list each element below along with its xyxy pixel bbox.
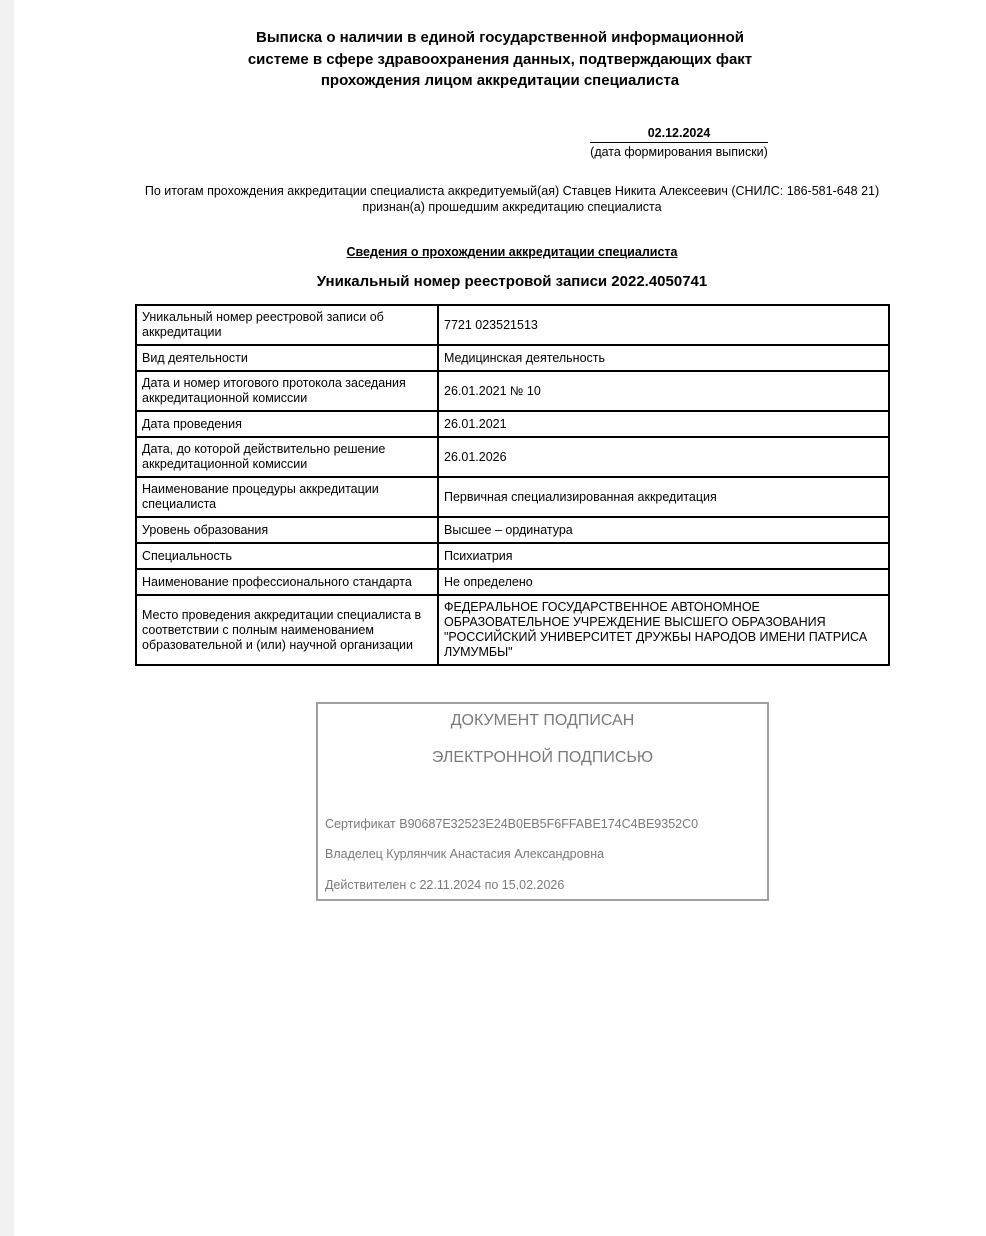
table-row — [136, 411, 889, 437]
row-label: Дата проведения — [136, 411, 438, 437]
table-row — [136, 437, 889, 477]
row-value: 26.01.2021 № 10 — [438, 371, 889, 411]
row-label: Уникальный номер реестровой записи об аккредитации — [136, 305, 438, 345]
row-value: Психиатрия — [438, 543, 889, 569]
table-row — [136, 305, 889, 345]
electronic-signature-stamp — [316, 702, 769, 901]
document-title — [14, 27, 986, 92]
row-label: Дата, до которой действительно решение аккредитационной комиссии — [136, 437, 438, 477]
result-line: признан(а) прошедшим аккредитацию специалиста — [362, 200, 662, 214]
row-value: 26.01.2026 — [438, 437, 889, 477]
result-line: По итогам прохождения аккредитации специалиста аккредитуемый(ая) Ставцев Никита Алексеевич (СНИЛС: 186-581-648 21) — [144, 184, 880, 198]
stamp-validity: Действителен с 22.11.2024 по 15.02.2026 — [325, 878, 565, 892]
table-row — [136, 517, 889, 543]
issue-date: 02.12.2024 — [590, 126, 768, 143]
accreditation-info-table — [135, 304, 890, 666]
table-row — [136, 543, 889, 569]
document-page — [14, 0, 986, 1236]
stamp-owner: Владелец Курлянчик Анастасия Александровна — [325, 847, 605, 861]
row-value: 26.01.2021 — [438, 411, 889, 437]
row-value: Медицинская деятельность — [438, 345, 889, 371]
issue-date-caption: (дата формирования выписки) — [590, 145, 768, 159]
row-value: ФЕДЕРАЛЬНОЕ ГОСУДАРСТВЕННОЕ АВТОНОМНОЕ ОБРАЗОВАТЕЛЬНОЕ УЧРЕЖДЕНИЕ ВЫСШЕГО ОБРАЗОВАНИЯ "РОССИЙСКИЙ УНИВЕРСИТЕТ ДРУЖБЫ НАРОДОВ ИМЕНИ ПАТРИСА ЛУМУМБЫ" — [438, 595, 889, 665]
row-label: Место проведения аккредитации специалиста в соответствии с полным наименованием образовательной и (или) научной организации — [136, 595, 438, 665]
row-value: Первичная специализированная аккредитация — [438, 477, 889, 517]
stamp-title-line: ДОКУМЕНТ ПОДПИСАН — [450, 712, 635, 729]
table-row — [136, 345, 889, 371]
stamp-title-line: ЭЛЕКТРОННОЙ ПОДПИСЬЮ — [431, 749, 654, 766]
row-label: Дата и номер итогового протокола заседания аккредитационной комиссии — [136, 371, 438, 411]
viewer-left-margin — [0, 0, 14, 1236]
document-title-line: прохождения лицом аккредитации специалиста — [320, 72, 680, 89]
row-label: Наименование профессионального стандарта — [136, 569, 438, 595]
table-row — [136, 595, 889, 665]
accreditation-result-text — [14, 183, 986, 215]
issue-date-block — [590, 126, 768, 160]
document-title-line: Выписка о наличии в единой государственной информационной — [256, 29, 744, 46]
table-row — [136, 371, 889, 411]
table-row — [136, 477, 889, 517]
table-row — [136, 569, 889, 595]
row-label: Вид деятельности — [136, 345, 438, 371]
row-label: Специальность — [136, 543, 438, 569]
stamp-certificate: Сертификат B90687E32523E24B0EB5F6FFABE174C4BE9352C0 — [325, 817, 699, 831]
registry-number: Уникальный номер реестровой записи 2022.4050741 — [316, 273, 708, 290]
row-value: 7721 023521513 — [438, 305, 889, 345]
row-label: Уровень образования — [136, 517, 438, 543]
document-title-line: системе в сфере здравоохранения данных, подтверждающих факт — [247, 50, 753, 68]
row-label: Наименование процедуры аккредитации специалиста — [136, 477, 438, 517]
section-heading: Сведения о прохождении аккредитации специалиста — [346, 245, 678, 259]
row-value: Не определено — [438, 569, 889, 595]
row-value: Высшее – ординатура — [438, 517, 889, 543]
